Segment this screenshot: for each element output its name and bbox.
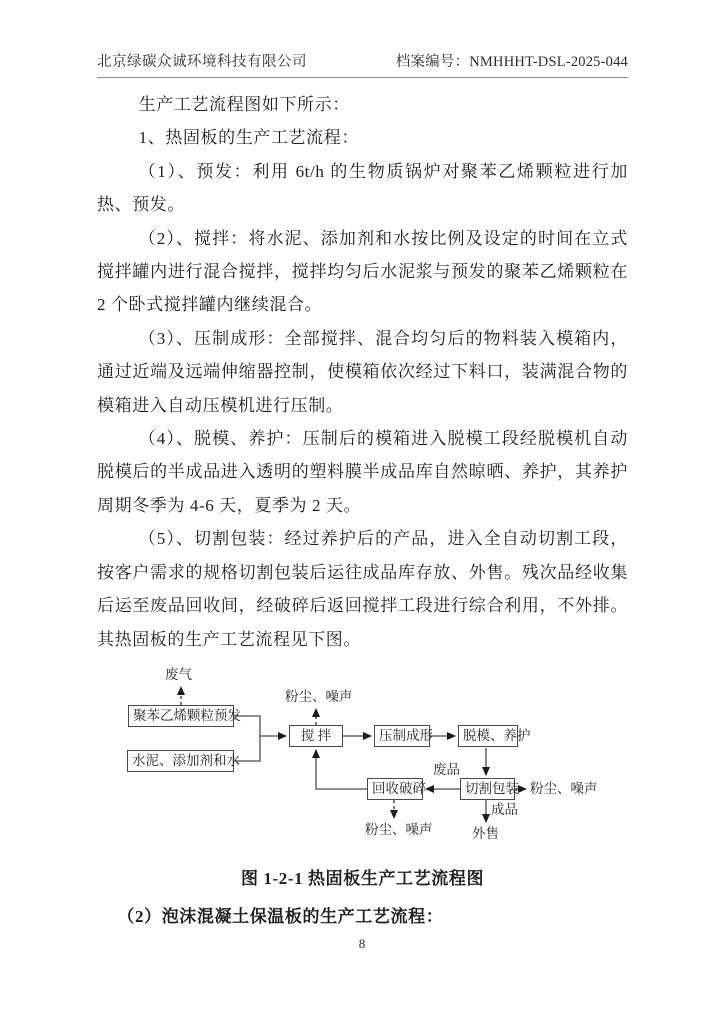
flow-box-materials: 水泥、添加剂和水 <box>127 750 234 772</box>
flow-label-waste-scrap: 废品 <box>433 761 460 777</box>
paragraph: （3）、压制成形：全部搅拌、混合均匀后的物料装入模箱内，通过近端及远端伸缩器控制，使模箱依次经过下料口，装满混合物的模箱进入自动压模机进行压制。 <box>97 328 628 415</box>
paragraph: 生产工艺流程图如下所示： <box>138 95 350 114</box>
process-flowchart <box>97 662 628 852</box>
document-body <box>97 88 628 927</box>
page-number: 8 <box>358 936 366 951</box>
flow-label-finished-product: 成品 <box>491 801 518 817</box>
company-name: 北京绿碳众诚环境科技有限公司 <box>97 54 307 70</box>
flow-label-dust-noise-cutting: 粉尘、噪声 <box>530 780 598 796</box>
flow-box-recycling: 回收破碎 <box>367 778 423 800</box>
flow-box-cutting: 切割包装 <box>460 778 515 800</box>
figure-caption: 图 1-2-1 热固板生产工艺流程图 <box>240 868 485 888</box>
page-header <box>97 50 628 78</box>
paragraph: （4）、脱模、养护：压制后的模箱进入脱模工段经脱模机自动脱模后的半成品进入透明的塑料膜半成品库自然晾晒、养护，其养护周期冬季为 4-6 天，夏季为 2 天。 <box>97 429 628 515</box>
paragraph: （5）、切割包装：经过养护后的产品，进入全自动切割工段，按客户需求的规格切割包装后运往成品库存放、外售。残次品经收集后运至废品回收间，经破碎后返回搅拌工段进行综合利用，不外排。其热固板的生产工艺流程见下图。 <box>97 529 628 649</box>
paragraph: （1）、预发：利用 6t/h 的生物质锅炉对聚苯乙烯颗粒进行加热、预发。 <box>97 161 628 215</box>
flow-box-mixing: 搅 拌 <box>289 725 343 747</box>
flow-box-demolding: 脱模、养护 <box>458 725 518 747</box>
paragraph: （2）、搅拌：将水泥、添加剂和水按比例及设定的时间在立式搅拌罐内进行混合搅拌，搅拌均匀后水泥浆与预发的聚苯乙烯颗粒在 2 个卧式搅拌罐内继续混合。 <box>97 228 628 315</box>
flow-label-external-sale: 外售 <box>472 825 499 841</box>
flow-label-waste-gas: 废气 <box>165 666 192 682</box>
flow-label-dust-noise-mixing: 粉尘、噪声 <box>285 688 353 704</box>
flow-box-pre-expansion: 聚苯乙烯颗粒预发 <box>128 705 234 727</box>
archive-number: 档案编号：NMHHHT-DSL-2025-044 <box>395 54 628 70</box>
paragraph: 1、热固板的生产工艺流程： <box>138 128 359 148</box>
next-section-heading: （2）泡沫混凝土保温板的生产工艺流程： <box>117 906 444 926</box>
flow-box-pressing: 压制成形 <box>374 725 430 747</box>
flow-label-dust-noise-recycling: 粉尘、噪声 <box>365 821 433 837</box>
